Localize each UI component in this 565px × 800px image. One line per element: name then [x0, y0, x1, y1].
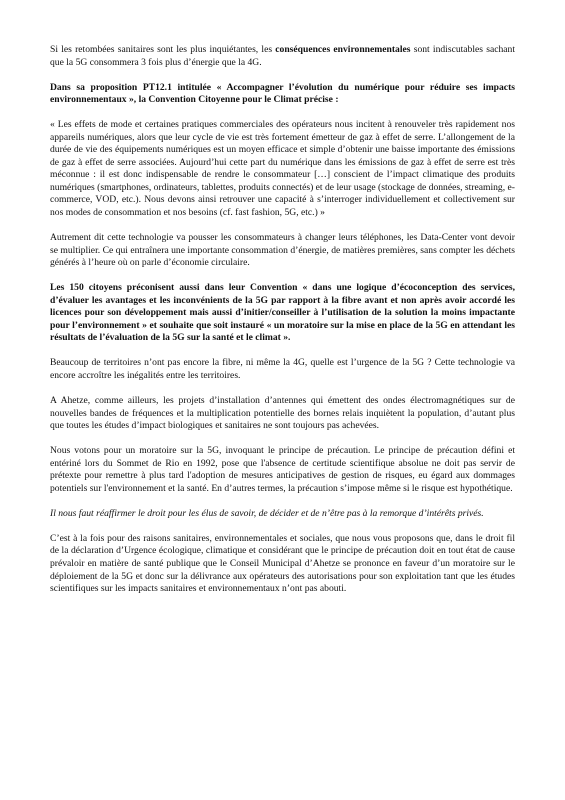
paragraph-citizens-recommendation: Les 150 citoyens préconisent aussi dans leur Convention « dans une logique d’écoconception des services, d’évaluer les avantages et les inconvénients de la 5G par rapport à la fibre avant et non après avoir accordé les licences pour son développement mais aussi d’initier/conseiller à l’utilisation de la solution la moins impactante pour l’environnement » et souhaite que soit instauré « un moratoire sur la mise en place de la 5G en attendant les résultats de l’évaluation de la 5G sur la santé et le climat ».	[50, 282, 515, 344]
paragraph-proposition-heading: Dans sa proposition PT12.1 intitulée « Accompagner l’évolution du numérique pour réduire ses impacts environnementaux », la Convention Citoyenne pour le Climat précise :	[50, 81, 515, 106]
paragraph-intro	[50, 44, 515, 69]
paragraph-quote: « Les effets de mode et certaines pratiques commerciales des opérateurs nous incitent à renouveler très rapidement nos appareils numériques, alors que leur cycle de vie est très fortement émetteur de gaz à effet de serre. L’allongement de la durée de vie des équipements numériques est un moyen efficace et simple d’obtenir une baisse importante des émissions de gaz à effet de serre associées. Aujourd’hui cette part du numérique dans les émissions de gaz à effet de serre est très méconnue : il est donc indispensable de rendre le consommateur […] conscient de l’impact climatique des produits numériques (smartphones, ordinateurs, tablettes, produits connectés) et de leur usage (stockage de données, streaming, e-commerce, VOD, etc.). Nous devons ainsi retrouver une capacité à s’interroger individuellement et collectivement sur nos modes de consommation et nos besoins (cf. fast fashion, 5G, etc.) »	[50, 119, 515, 219]
paragraph-territories: Beaucoup de territoires n’ont pas encore la fibre, ni même la 4G, quelle est l’urgence de la 5G ? Cette technologie va encore accroître les inégalités entre les territoires.	[50, 357, 515, 381]
paragraph-moratorium: Nous votons pour un moratoire sur la 5G, invoquant le principe de précaution. Le principe de précaution défini et entériné lors du Sommet de Rio en 1992, pose que l'absence de certitude scientifique absolue ne doit pas servir de prétexte pour remettre à plus tard l'adoption de mesures anticipatives de gestion de risques, eu égard aux dommages potentiels sur l'environnement et la santé. En d’autres termes, la précaution s’impose même si le risque est hypothétique.	[50, 445, 515, 494]
paragraph-ahetze: A Ahetze, comme ailleurs, les projets d’installation d’antennes qui émettent des ondes électromagnétiques sur de nouvelles bandes de fréquences et la multiplication potentielle des bornes relais inquiètent la population, d’autant plus que toutes les études d’impact biologiques et sanitaires ne sont toujours pas achevées.	[50, 395, 515, 432]
paragraph-conclusion: C’est à la fois pour des raisons sanitaires, environnementales et sociales, que nous vous proposons que, dans le droit fil de la déclaration d’Urgence écologique, climatique et considérant que le principe de précaution doit en tout état de cause prévaloir en matière de santé publique que le Conseil Municipal d’Ahetze se prononce en faveur d’un moratoire sur le déploiement de la 5G et donc sur la délivrance aux opérateurs des autorisations pour son exploitation tant que les études scientifiques sur les impacts sanitaires et environnementaux n’ont pas abouti.	[50, 532, 515, 595]
paragraph-reaffirm: Il nous faut réaffirmer le droit pour les élus de savoir, de décider et de n’être pas à la remorque d’intérêts privés.	[50, 507, 484, 519]
paragraph-consequences: Autrement dit cette technologie va pousser les consommateurs à changer leurs téléphones, les Data-Center vont devoir se multiplier. Ce qui entraînera une importante consommation d’énergie, de matières premières, sans compter les déchets générés à l’heure où on parle d’économie circulaire.	[50, 232, 515, 269]
intro-emphasis: conséquences environnementales	[275, 44, 411, 55]
intro-text-c: sont indiscutables sachant que la 5G consommera 3 fois plus d’énergie que la 4G.	[50, 44, 515, 68]
intro-text-a: Si les retombées sanitaires sont les plus inquiétantes, les	[50, 44, 276, 55]
